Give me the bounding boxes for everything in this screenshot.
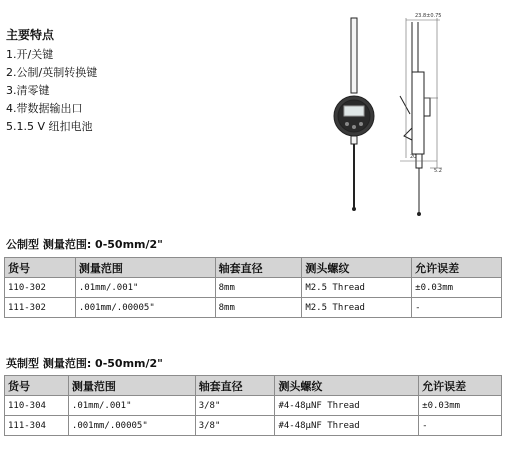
col-header: 允许误差 bbox=[412, 258, 502, 278]
cell: 110-302 bbox=[5, 278, 76, 298]
feature-item: 1.开/关键 bbox=[6, 48, 54, 61]
cell: M2.5 Thread bbox=[302, 298, 412, 318]
cell: #4-48μNF Thread bbox=[275, 416, 419, 436]
col-header: 测量范围 bbox=[68, 376, 195, 396]
feature-item: 2.公制/英制转换键 bbox=[6, 66, 98, 79]
col-header: 允许误差 bbox=[419, 376, 502, 396]
table-row bbox=[5, 278, 502, 298]
feature-item: 5.1.5 V 纽扣电池 bbox=[6, 120, 93, 133]
cell: #4-48μNF Thread bbox=[275, 396, 419, 416]
col-header: 测头螺纹 bbox=[302, 258, 412, 278]
table-row bbox=[5, 416, 502, 436]
cell: 111-302 bbox=[5, 298, 76, 318]
feature-item: 3.清零键 bbox=[6, 84, 50, 97]
cell: - bbox=[419, 416, 502, 436]
imperial-spec-table bbox=[4, 375, 502, 436]
col-header: 测头螺纹 bbox=[275, 376, 419, 396]
imperial-title: 英制型 测量范围: 0-50mm/2" bbox=[6, 357, 163, 370]
features-list bbox=[6, 46, 206, 136]
cell: ±0.03mm bbox=[412, 278, 502, 298]
feature-item: 4.带数据输出口 bbox=[6, 102, 83, 115]
metric-spec-table bbox=[4, 257, 502, 318]
spindle-top bbox=[351, 18, 357, 93]
cell: - bbox=[412, 298, 502, 318]
cell: 110-304 bbox=[5, 396, 69, 416]
dim-right-label: 5.2 bbox=[434, 168, 442, 174]
metric-title: 公制型 测量范围: 0-50mm/2" bbox=[6, 238, 163, 251]
features-title: 主要特点 bbox=[6, 28, 55, 42]
cell: .01mm/.001" bbox=[75, 278, 215, 298]
cell: .001mm/.00005" bbox=[68, 416, 195, 436]
cell: 3/8" bbox=[195, 396, 275, 416]
table-header-row bbox=[5, 376, 502, 396]
col-header: 轴套直径 bbox=[195, 376, 275, 396]
cell: 8mm bbox=[215, 298, 302, 318]
cell: ±0.03mm bbox=[419, 396, 502, 416]
features-block bbox=[6, 27, 206, 136]
dim-top-label: 23.8±0.75 bbox=[415, 13, 442, 19]
cell: 3/8" bbox=[195, 416, 275, 436]
cell: 111-304 bbox=[5, 416, 69, 436]
cell: .001mm/.00005" bbox=[75, 298, 215, 318]
cell: M2.5 Thread bbox=[302, 278, 412, 298]
col-header: 货号 bbox=[5, 376, 69, 396]
col-header: 货号 bbox=[5, 258, 76, 278]
table-row bbox=[5, 396, 502, 416]
col-header: 轴套直径 bbox=[215, 258, 302, 278]
table-row bbox=[5, 298, 502, 318]
table-header-row bbox=[5, 258, 502, 278]
cell: .01mm/.001" bbox=[68, 396, 195, 416]
cell: 8mm bbox=[215, 278, 302, 298]
indicator-drawing bbox=[330, 8, 500, 230]
dim-mid-label: 20 bbox=[410, 154, 417, 160]
col-header: 测量范围 bbox=[75, 258, 215, 278]
